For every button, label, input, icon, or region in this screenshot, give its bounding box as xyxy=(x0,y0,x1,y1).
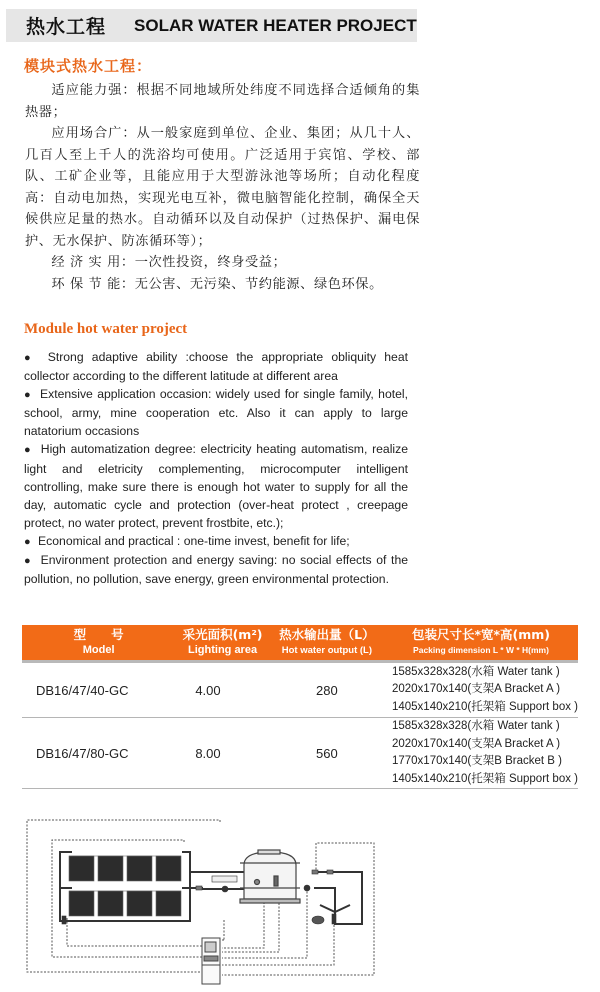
section-heading-en: Module hot water project xyxy=(24,321,188,337)
bullet-icon: ● xyxy=(24,535,31,548)
cell-packing: 1585x328x328(水箱 Water tank ) 2020x170x140(支架A Bracket A ) 1770x170x140(支架B Bracket B ) 1405x140x210(托架箱 Support box ) xyxy=(384,718,578,789)
collector-panel xyxy=(156,856,181,881)
cell-model: DB16/47/40-GC xyxy=(22,662,175,718)
paragraph-environment: 环 保 节 能：无公害、无污染、节约能源、绿色环保。 xyxy=(51,276,383,292)
column-header-hot-water-output: 热水输出量（L） Hot water output (L) xyxy=(270,625,384,662)
cell-model: DB16/47/80-GC xyxy=(22,718,175,789)
cell-lighting-area: 8.00 xyxy=(175,718,269,789)
paragraph-application: 应用场合广：从一般家庭到单位、企业、集团；从几十人、几百人至上千人的洗浴均可使用。广泛适用于宾馆、学校、部队、工矿企业等，且能应用于大型游泳池等场所；自动化程度高：自动电加热，实现光电互补，微电脑智能化控制，确保全天候供应足量的热水。自动循环以及自动保护（过热保护、漏电保护、无水保护、防冻循环等）； xyxy=(25,126,420,249)
cell-hot-water-output: 280 xyxy=(270,662,384,718)
bullet-item: ● Strong adaptive ability :choose the appropriate obliquity heat collector according to the different latitude at different area xyxy=(24,350,408,384)
water-tank xyxy=(240,850,300,903)
bullet-item: ● Economical and practical : one-time invest, benefit for life; xyxy=(24,533,350,548)
collector-panel xyxy=(127,891,152,916)
bullet-icon: ● xyxy=(24,444,33,457)
cell-lighting-area: 4.00 xyxy=(175,662,269,718)
column-header-model: 型 号 Model xyxy=(22,625,175,662)
collector-panel xyxy=(69,891,94,916)
collector-panel xyxy=(98,856,123,881)
english-description xyxy=(24,348,408,588)
section-heading-cn: 模块式热水工程： xyxy=(24,57,153,75)
bullet-item: ● Extensive application occasion: widely used for single family, hotel, school, army, mine cooperation etc. Also it can apply to large natatorium occasions xyxy=(24,387,408,439)
bullet-icon: ● xyxy=(24,389,32,402)
spec-table xyxy=(22,625,578,789)
cell-packing: 1585x328x328(水箱 Water tank ) 2020x170x140(支架A Bracket A ) 1405x140x210(托架箱 Support box ) xyxy=(384,662,578,718)
page-title-cn: 热水工程 xyxy=(26,16,107,38)
page-title-en: SOLAR WATER HEATER PROJECT xyxy=(134,15,417,35)
bullet-icon: ● xyxy=(24,555,32,568)
chinese-description xyxy=(25,80,420,295)
collector-panel xyxy=(127,856,152,881)
paragraph-adaptive: 适应能力强：根据不同地域所处纬度不同选择合适倾角的集热器； xyxy=(25,83,420,120)
table-row xyxy=(22,718,578,789)
paragraph-economical: 经 济 实 用：一次性投资，终身受益； xyxy=(51,255,287,270)
column-header-lighting-area: 采光面积(m²) Lighting area xyxy=(175,625,269,662)
table-row xyxy=(22,662,578,718)
column-header-packing: 包装尺寸长*宽*高(mm) Packing dimension L * W * H(mm) xyxy=(384,625,578,662)
bullet-icon: ● xyxy=(24,352,36,364)
controller-unit xyxy=(202,938,220,984)
cell-hot-water-output: 560 xyxy=(270,718,384,789)
table-header-row xyxy=(22,625,578,662)
collector-panel xyxy=(98,891,123,916)
collector-panel xyxy=(69,856,94,881)
bullet-item: ● High automatization degree: electricity heating automatism, realize light and eletricity complementing, microcomputer intelligent controlling, make sure there is enough hot water to supply for all the day, automatic cycle and protection (over-heat protect , creepage protect, no water protect, prevent frostbite, etc.); xyxy=(24,442,408,530)
system-diagram xyxy=(22,800,402,990)
bullet-item: ● Environment protection and energy saving: no social effects of the pollution, no pollution, save energy, green environmental protection. xyxy=(24,553,408,587)
title-bar xyxy=(6,9,417,42)
collector-panel xyxy=(156,891,181,916)
